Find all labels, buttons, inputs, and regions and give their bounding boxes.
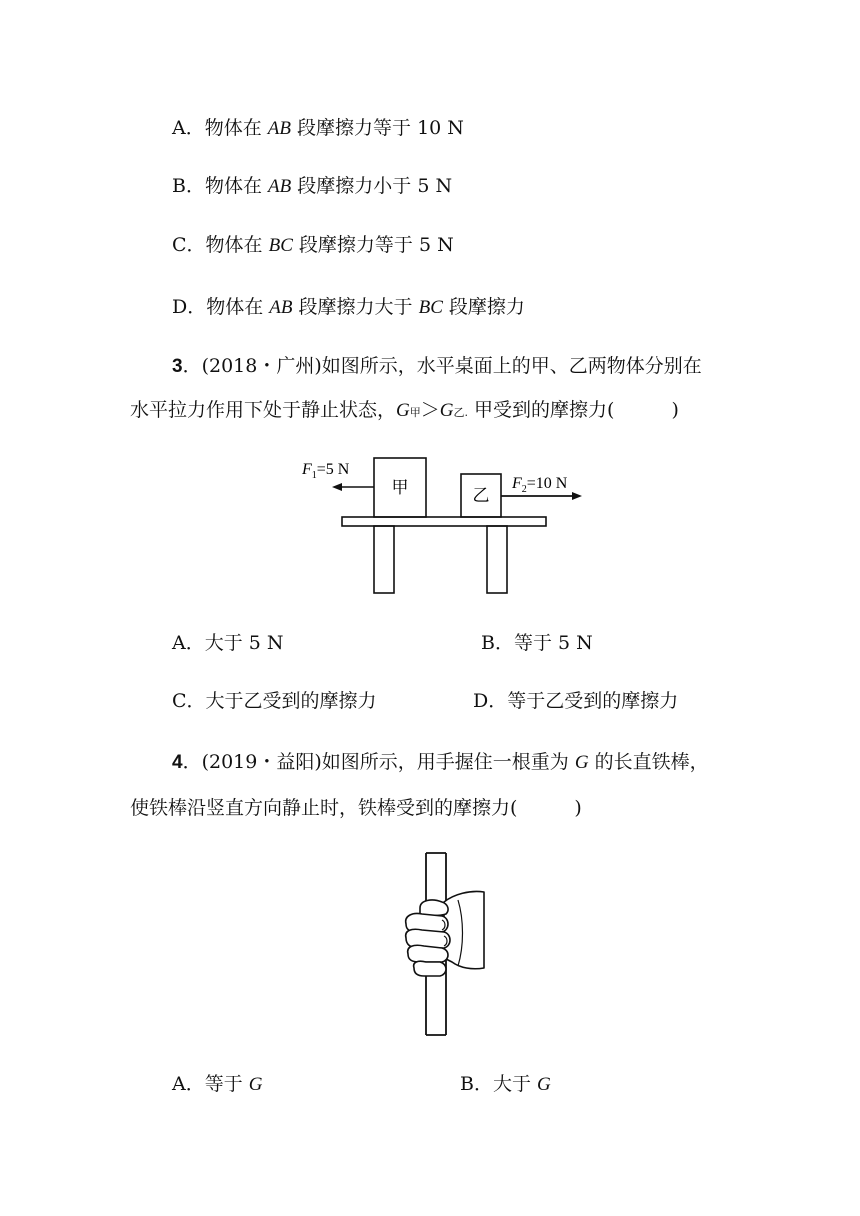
q3-stem-line2 bbox=[130, 398, 679, 425]
option-variable: G bbox=[248, 1074, 263, 1095]
block-jia-label: 甲 bbox=[391, 478, 409, 497]
gravity-symbol: G bbox=[396, 400, 410, 421]
option-variable: AB bbox=[268, 176, 292, 197]
block-yi-label: 乙 bbox=[472, 486, 490, 505]
option-text: 段摩擦力 bbox=[442, 296, 525, 318]
question-text: ．(2018・广州)如图所示，水平桌面上的甲、乙两物体分别在 bbox=[182, 355, 702, 377]
table-leg-left bbox=[374, 526, 394, 593]
option-variable: BC bbox=[268, 235, 293, 256]
greater-than: ＞ bbox=[420, 399, 440, 421]
option-text: 段摩擦力小于 5 N bbox=[291, 175, 453, 197]
subscript-jia: 甲 bbox=[409, 406, 421, 419]
q4-stem-line1 bbox=[172, 750, 709, 775]
option-variable: AB bbox=[269, 297, 293, 318]
q2-option-d bbox=[172, 295, 525, 320]
force-f1-label: $F_1=5$ N bbox=[302, 461, 350, 481]
question-text: 甲受到的摩擦力( ) bbox=[468, 399, 679, 421]
q3-stem-line1 bbox=[172, 354, 702, 379]
option-text: 物体在 bbox=[204, 175, 269, 197]
option-text: 物体在 bbox=[204, 117, 268, 139]
option-text: A．等于 bbox=[172, 1073, 249, 1095]
q2-option-a bbox=[172, 116, 464, 141]
gravity-symbol: G bbox=[439, 400, 454, 421]
option-text: 物体在 bbox=[205, 234, 269, 256]
question-text: 的长直铁棒， bbox=[588, 751, 709, 773]
q3-option-c: C．大于乙受到的摩擦力 bbox=[172, 690, 377, 712]
q4-stem-line2: 使铁棒沿竖直方向静止时，铁棒受到的摩擦力( ) bbox=[130, 797, 582, 819]
q4-hand-rod-figure bbox=[398, 850, 488, 1038]
q3-option-a: A．大于 5 N bbox=[172, 632, 284, 654]
table-leg-right bbox=[487, 526, 507, 593]
question-number: 4 bbox=[172, 752, 183, 773]
q4-option-b bbox=[460, 1072, 551, 1097]
q3-table-figure bbox=[296, 452, 568, 598]
option-text: 段摩擦力大于 bbox=[292, 296, 419, 318]
question-text: 水平拉力作用下处于静止状态， bbox=[130, 399, 397, 421]
option-text: 物体在 bbox=[206, 296, 270, 318]
force-f2-arrowhead-wrap bbox=[546, 488, 586, 504]
force-f2-label: $F_2=10$ N bbox=[512, 475, 568, 495]
q3-option-b: B．等于 5 N bbox=[481, 632, 593, 654]
gravity-symbol: G bbox=[574, 752, 589, 773]
question-text: ．(2019・益阳)如图所示，用手握住一根重为 bbox=[182, 751, 575, 773]
option-variable: G bbox=[537, 1074, 551, 1095]
question-number: 3 bbox=[172, 356, 183, 377]
option-text: 段摩擦力等于 5 N bbox=[292, 234, 454, 256]
q2-option-b bbox=[172, 174, 452, 199]
option-variable: BC bbox=[418, 297, 443, 318]
option-letter: B． bbox=[172, 175, 205, 197]
q4-option-a bbox=[172, 1072, 263, 1097]
q2-option-c bbox=[172, 233, 454, 258]
option-text: 段摩擦力等于 10 N bbox=[291, 117, 464, 139]
hand-icon bbox=[406, 891, 484, 976]
option-letter: C． bbox=[172, 234, 206, 256]
table-top bbox=[342, 517, 546, 526]
option-text: B．大于 bbox=[460, 1073, 538, 1095]
option-variable: AB bbox=[267, 118, 291, 139]
force-f2-arrowhead bbox=[572, 492, 582, 500]
subscript-yi: 乙. bbox=[453, 406, 468, 419]
option-letter: D． bbox=[172, 296, 207, 318]
q3-option-d: D．等于乙受到的摩擦力 bbox=[473, 690, 679, 712]
force-f1-arrowhead bbox=[332, 483, 342, 491]
option-letter: A． bbox=[172, 117, 205, 139]
